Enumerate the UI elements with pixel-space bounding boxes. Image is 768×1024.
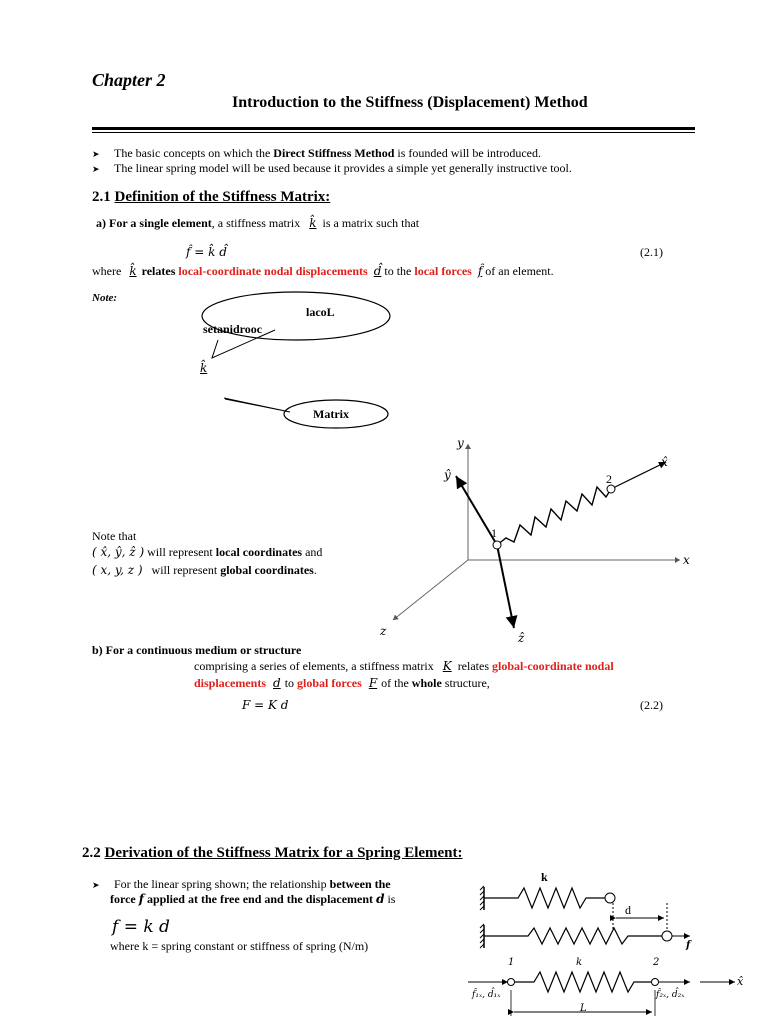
single-element-label: a) For a single element: [96, 216, 212, 230]
bullet-1-tail: is founded will be introduced.: [394, 146, 542, 160]
to-text: to: [284, 676, 295, 690]
global-z-label: z: [380, 624, 387, 638]
displacements-text: displacements: [194, 676, 266, 690]
k-hat-symbol: k̂: [309, 216, 317, 230]
f-hat-symbol: f̂: [477, 264, 483, 278]
spring-node-1-label: 1: [508, 957, 515, 968]
k-hat-note-symbol: k̂: [200, 361, 208, 375]
whole-text: whole: [411, 676, 442, 690]
relates-text: relates: [457, 659, 489, 673]
single-element-text: , a stiffness matrix: [211, 216, 301, 230]
spring-node-1: [508, 979, 515, 986]
d-symbol: d: [273, 676, 281, 690]
node-2-force-label: f̂₂ₓ, d̂₂ₓ: [656, 990, 685, 1000]
of-the-text: of the: [381, 676, 409, 690]
local-forces-text: local forces: [414, 264, 472, 278]
continuous-medium-label: b) For a continuous medium or structure: [92, 643, 302, 657]
bullet-2-text: The linear spring model will be used because it provides a simple yet generally instructive tool.: [114, 161, 572, 175]
spring-text: For the linear spring shown; the relationship: [114, 877, 327, 891]
d-hat-symbol: d̂: [373, 264, 382, 278]
node-1-force-label: f̂₁ₓ, d̂₁ₓ: [472, 990, 501, 1000]
node-1-label: 1: [491, 526, 497, 540]
callout-text-local: lacoL: [306, 305, 335, 319]
section-title: Definition of the Stiffness Matrix:: [114, 189, 331, 205]
global-coords-text: global coordinates: [220, 563, 314, 577]
spring-free-end-unloaded: [605, 893, 615, 903]
local-x-label: x̂: [661, 455, 668, 469]
and-text: and: [305, 545, 323, 559]
arrow-bullet-icon: ➤: [92, 164, 100, 174]
arrow-bullet-icon: ➤: [92, 149, 100, 159]
global-x-label: x: [683, 553, 690, 567]
spring-d-label: d: [625, 903, 631, 917]
spring-loaded: [484, 928, 662, 944]
f-symbol: f: [138, 892, 144, 906]
spring-xhat-label: x̂: [737, 975, 744, 988]
continuous-text: comprising a series of elements, a stiffness matrix: [194, 659, 434, 673]
global-y-label: y: [457, 436, 464, 450]
k-hat-symbol: k̂: [129, 264, 137, 278]
equation-2-1: f̂ = k̂ d̂: [186, 245, 227, 259]
will-represent-text: will represent: [147, 545, 213, 559]
spring-unloaded: [484, 888, 605, 908]
spring-node-2-label: 2: [653, 957, 660, 968]
spring-text-bold: between the: [329, 877, 391, 891]
node-2-label: 2: [606, 472, 612, 486]
note-label: Note:: [92, 292, 118, 304]
page-title: Introduction to the Stiffness (Displacement) Method: [232, 94, 588, 111]
d-symbol: d: [376, 892, 385, 906]
global-displacements-text: global-coordinate nodal: [492, 659, 614, 673]
equation-2-1-number: (2.1): [640, 245, 663, 259]
where-text: where: [92, 264, 122, 278]
note-that-text: Note that: [92, 529, 137, 543]
callout-text-matrix: Matrix: [313, 407, 349, 421]
spring-element-2: [514, 972, 652, 992]
single-element-tail: is a matrix such that: [322, 216, 420, 230]
spring-free-end-loaded: [662, 931, 672, 941]
section-number: 2.1: [92, 189, 111, 205]
local-coords-text: local coordinates: [215, 545, 303, 559]
spring-k2-label: k: [576, 957, 583, 968]
bullet-1-bold: Direct Stiffness Method: [273, 146, 395, 160]
period: .: [313, 563, 317, 577]
F-symbol: F: [368, 676, 378, 690]
of-element-text: of an element.: [485, 264, 554, 278]
arrow-bullet-icon: ➤: [92, 880, 100, 890]
local-y-label: ŷ: [444, 468, 451, 482]
K-symbol: K: [442, 659, 452, 673]
equation-2-2: F = K d: [242, 698, 289, 712]
local-z-label: ẑ: [518, 631, 525, 645]
force-text: force: [110, 892, 136, 906]
length-label: L: [580, 1003, 587, 1014]
global-forces-text: global forces: [297, 676, 362, 690]
structure-text: structure,: [444, 676, 490, 690]
spring-k-label: k: [541, 870, 548, 884]
local-coords-symbol: ( x̂, ŷ, ẑ ): [92, 545, 145, 559]
spring-node-2: [652, 979, 659, 986]
global-coords-symbol: ( x, y, z ): [92, 563, 143, 577]
callout-text-coordinates: setanidrooc: [203, 322, 263, 336]
section-number: 2.2: [82, 845, 101, 861]
will-represent-text: will represent: [151, 563, 218, 577]
spring-constant-text: where k = spring constant or stiffness of spring (N/m): [110, 939, 369, 953]
spring-equation: f = k d: [112, 917, 170, 937]
chapter-label: Chapter 2: [92, 70, 166, 90]
to-the-text: to the: [384, 264, 412, 278]
bullet-1-text: The basic concepts on which the: [114, 146, 274, 160]
local-displacements-text: local-coordinate nodal displacements: [178, 264, 368, 278]
relates-text: relates: [141, 264, 176, 278]
equation-2-2-number: (2.2): [640, 698, 663, 712]
applied-text: applied at the free end and the displacement: [146, 892, 374, 906]
spring-f-label: f: [686, 940, 691, 951]
section-title: Derivation of the Stiffness Matrix for a Spring Element:: [104, 845, 463, 861]
is-text: is: [387, 892, 396, 906]
